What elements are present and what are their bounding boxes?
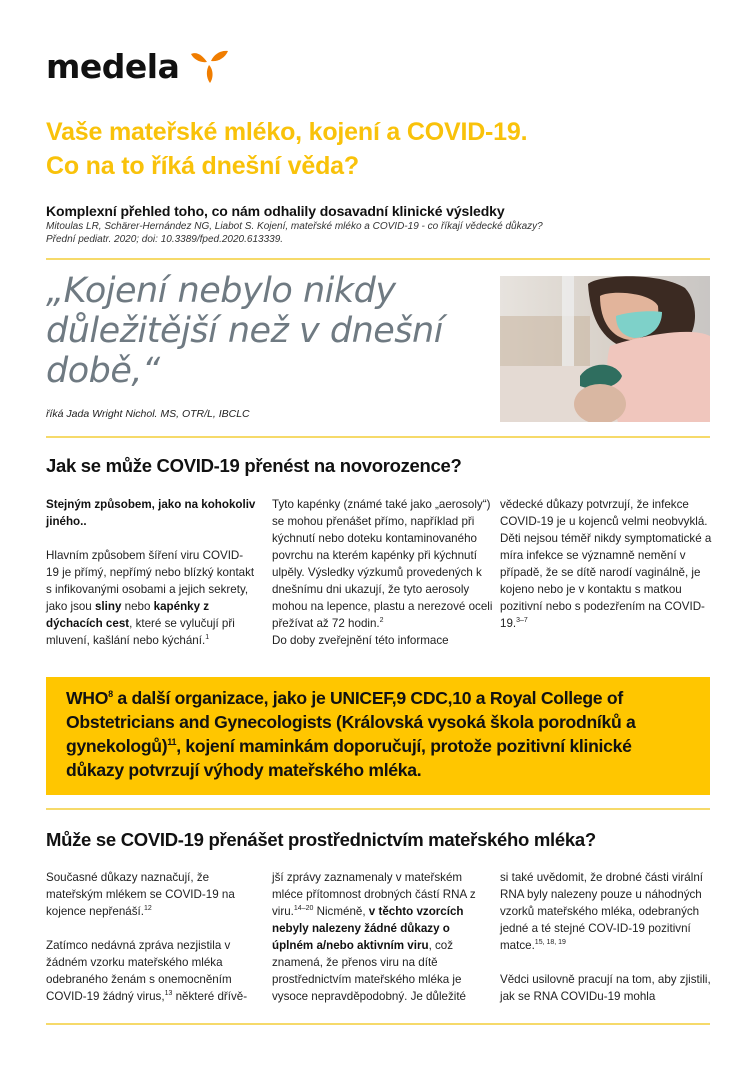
paragraph: Hlavním způsobem šíření viru COVID-19 je přímý, nepřímý nebo blízký kontakt s infikovanými osobami a jejich sekrety, jako jsou sliny nebo kapénky z dýchacích cest, které se vylučují při mluvení, kašlání nebo kýchání.$^1$ [46, 549, 255, 647]
quote-line-1: „Kojení nebylo nikdy [46, 271, 396, 311]
paragraph: si také uvědomit, že drobné části virální RNA byly nalezeny pouze u náhodných vzorků mateřského mléka, odebraných jedné a té stejné COV-ID-19 pozitivní matce.$^{15, 18, 19}$ [500, 871, 703, 952]
paragraph: jší zprávy zaznamenaly v mateřském mléce přítomnost drobných částí RNA z viru.$^{14-20}$ Nicméně, v těchto vzorcích nebyly nalezeny žádné důkazy o úplném a/nebo aktivním viru, což znamená, že přenos viru na dítě prostřednictvím mateřského mléka je vysoce nepravděpodobný. Je důležité [272, 871, 476, 1003]
separator [46, 258, 710, 260]
medela-drops-icon [189, 48, 229, 84]
title-line-2: Co na to říká dnešní věda? [46, 152, 359, 180]
lead-text: Stejným způsobem, jako na kohokoliv jiného.. [46, 498, 256, 528]
callout-text: WHO$^8$ a další organizace, jako je UNICEF,9 CDC,10 a Royal College of Obstetricians and Gynecologists (Královská vysoká škola porodníků a gynekologů)$^{11}$, kojení maminkám doporučují, protože pozitivní klinické důkazy potvrzují výhody mateřského mléka. [66, 688, 636, 780]
section1-column-1 [46, 496, 256, 649]
logo-wordmark: medela [46, 46, 180, 86]
pull-quote [46, 271, 466, 391]
quote-line-3: době,“ [46, 351, 160, 391]
section1-column-3 [500, 496, 712, 632]
quote-attribution: říká Jada Wright Nichol. MS, OTR/L, IBCLC [46, 408, 250, 420]
citation-line-2: Přední pediatr. 2020; doi: 10.3389/fped.2020.613339. [46, 234, 284, 245]
quote-line-2: důležitější než v dnešní [46, 311, 443, 351]
section2-column-2 [272, 869, 494, 1005]
who-recommendation-callout [46, 677, 710, 795]
brand-logo [46, 48, 229, 84]
citation [46, 220, 566, 246]
mother-breastfeeding-photo [500, 276, 710, 422]
paragraph: Současné důkazy naznačují, že mateřským mlékem se COVID-19 na kojence nepřenáší.$^{12}$ [46, 871, 235, 918]
title-line-1: Vaše mateřské mléko, kojení a COVID-19. [46, 118, 528, 146]
citation-line-1: Mitoulas LR, Schärer-Hernández NG, Liabot S. Kojení, mateřské mléko a COVID-19 - co říkají vědecké důkazy? [46, 221, 543, 232]
separator [46, 436, 710, 438]
separator [46, 1023, 710, 1025]
section-heading-breastmilk: Může se COVID-19 přenášet prostřednictvím mateřského mléka? [46, 829, 596, 850]
section2-column-1 [46, 869, 256, 1005]
separator [46, 808, 710, 810]
section2-column-3 [500, 869, 712, 1005]
photo-illustration [500, 276, 710, 422]
paragraph: Tyto kapénky (známé také jako „aerosoly“) se mohou přenášet přímo, například při kýchnutí nebo doteku kontaminovaného povrchu na kterém kapénky při kýchnutí ulpěly. Výsledky výzkumů provedených k dnešnímu dni ukazují, že tyto aerosoly mohou na lepence, plastu a nerezové oceli přežívat až 72 hodin.$^2$ Do doby zveřejnění této informace [272, 498, 493, 647]
paragraph: Zatímco nedávná zpráva nezjistila v žádném vzorku mateřského mléka odebraného ženám s onemocněním COVID-19 žádný virus,$^{13}$ některé dřívě- [46, 939, 248, 1003]
subtitle: Komplexní přehled toho, co nám odhalily dosavadní klinické výsledky [46, 203, 505, 219]
page-title [46, 115, 706, 183]
paragraph: vědecké důkazy potvrzují, že infekce COVID-19 je u kojenců velmi neobvyklá. Děti nejsou téměř nikdy symptomatické a míra infekce se významně nemění v případě, že se dítě narodí vaginálně, je kojeno nebo je v kontaktu s matkou pozitivní nebo s podezřením na COVID-19.$^{3-7}$ [500, 498, 712, 630]
section1-column-2 [272, 496, 494, 649]
section-heading-transmission: Jak se může COVID-19 přenést na novorozence? [46, 455, 462, 476]
paragraph: Vědci usilovně pracují na tom, aby zjistili, jak se RNA COVIDu-19 mohla [500, 973, 711, 1003]
